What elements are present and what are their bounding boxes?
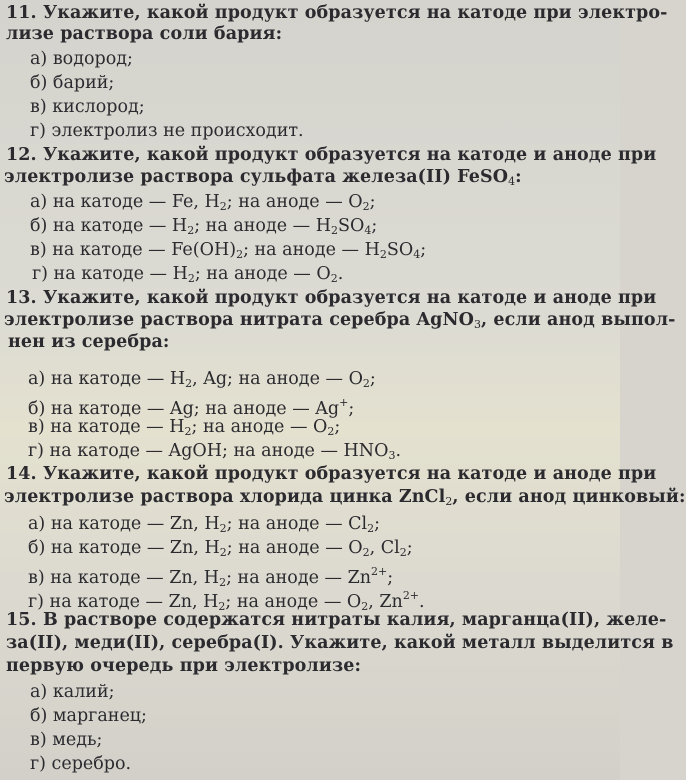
question-14-option-b: б) на катоде — Zn, H2; на аноде — O2, Cl2; (28, 538, 413, 559)
question-11-line-2: лизе раствора соли бария: (6, 24, 283, 44)
question-15-option-d: г) серебро. (30, 754, 132, 774)
question-12-option-c: в) на катоде — Fe(OH)2; на аноде — H2SO4; (30, 240, 427, 261)
question-15-line-2: за(II), меди(II), серебра(I). Укажите, какой металл выделится в (6, 633, 674, 653)
question-13-line-3: нен из серебра: (8, 332, 170, 352)
question-number: 12. (6, 145, 37, 165)
question-13-option-d: г) на катоде — AgOH; на аноде — HNO3. (28, 441, 402, 462)
question-text: Укажите, какой продукт образуется на катоде при электро- (42, 3, 668, 23)
question-text: Укажите, какой продукт образуется на катоде и аноде при (42, 464, 657, 484)
question-number: 13. (6, 288, 37, 308)
question-13-line-1 (6, 287, 656, 309)
question-11-option-b: б) барий; (30, 73, 115, 93)
question-11-line-1 (6, 2, 668, 24)
question-14-option-c: в) на катоде — Zn, H2; на аноде — $Zn^{2+}$; (28, 565, 394, 589)
question-number: 14. (6, 464, 37, 484)
question-13-option-c: в) на катоде — H2; на аноде — O2; (28, 417, 341, 438)
question-12-option-d: г) на катоде — H2; на аноде — O2. (32, 264, 344, 285)
question-14-option-d: г) на катоде — Zn, H2; на аноде — O2, $Zn^{2+}$. (28, 589, 425, 613)
question-text: В растворе содержатся нитраты калия, марганца(II), желе- (42, 610, 667, 630)
question-14-option-a: а) на катоде — Zn, H2; на аноде — Cl2; (28, 514, 381, 535)
question-13-line-2: электролизе раствора нитрата серебра AgNO3, если анод выпол- (4, 310, 676, 331)
question-11-option-c: в) кислород; (30, 97, 145, 117)
question-15-option-c: в) медь; (30, 730, 103, 750)
question-15-line-3: первую очередь при электролизе: (6, 656, 362, 676)
question-text: Укажите, какой продукт образуется на катоде и аноде при (42, 145, 657, 165)
question-12-line-2: электролизе раствора сульфата железа(II) FeSO4: (4, 167, 522, 188)
question-12-line-1 (6, 144, 656, 166)
question-15-line-1 (6, 609, 666, 631)
question-14-line-1 (6, 463, 656, 485)
question-12-option-b: б) на катоде — H2; на аноде — H2SO4; (30, 216, 378, 237)
question-number: 15. (6, 610, 37, 630)
question-14-line-2: электролизе раствора хлорида цинка ZnCl2, если анод цинковый: (4, 487, 686, 508)
question-13-option-b: б) на катоде — Ag; на аноде — Ag+; (28, 396, 355, 419)
question-13-option-a: а) на катоде — H2, Ag; на аноде — O2; (28, 369, 376, 390)
question-15-option-b: б) марганец; (30, 706, 147, 726)
question-12-option-a: а) на катоде — Fe, H2; на аноде — O2; (30, 192, 376, 213)
question-text: Укажите, какой продукт образуется на катоде и аноде при (42, 288, 657, 308)
question-15-option-a: а) калий; (30, 682, 115, 702)
question-11-option-d: г) электролиз не происходит. (30, 121, 304, 141)
question-number: 11. (6, 3, 37, 23)
question-11-option-a: а) водород; (30, 49, 133, 69)
